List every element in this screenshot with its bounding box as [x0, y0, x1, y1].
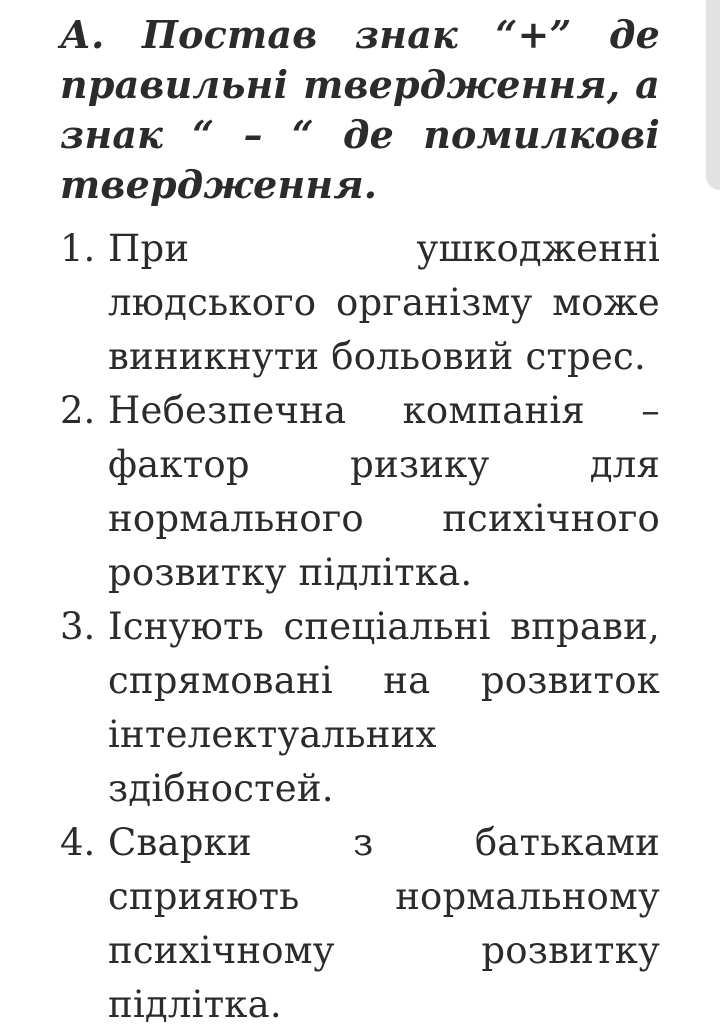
- list-item: [60, 816, 660, 1032]
- statements-list: [60, 222, 660, 1032]
- list-item-number: 3.: [60, 605, 96, 648]
- page-edge-shadow: [706, 0, 720, 190]
- list-item-text: Небезпечна компанія – фактор ризику для нормального психічного розвитку підлітка.: [108, 389, 660, 594]
- list-item-number: 1.: [60, 227, 96, 270]
- list-item: [60, 384, 660, 600]
- list-item-text: При ушкодженні людського організму може виникнути больовий стрес.: [108, 227, 660, 378]
- list-item: [60, 222, 660, 384]
- list-item-number: 4.: [60, 821, 96, 864]
- task-heading: А. Постав знак “+” де правильні твердження, а знак “ – “ де помилкові твердження.: [60, 12, 660, 207]
- list-item-text: Сварки з батьками сприяють нормальному психічному розвитку підлітка.: [108, 821, 660, 1026]
- document-content: [60, 10, 660, 1032]
- list-item-text: Існують спеціальні вправи, спрямовані на розвиток інтелектуальних здібностей.: [108, 605, 660, 810]
- list-item-number: 2.: [60, 389, 96, 432]
- list-item: [60, 600, 660, 816]
